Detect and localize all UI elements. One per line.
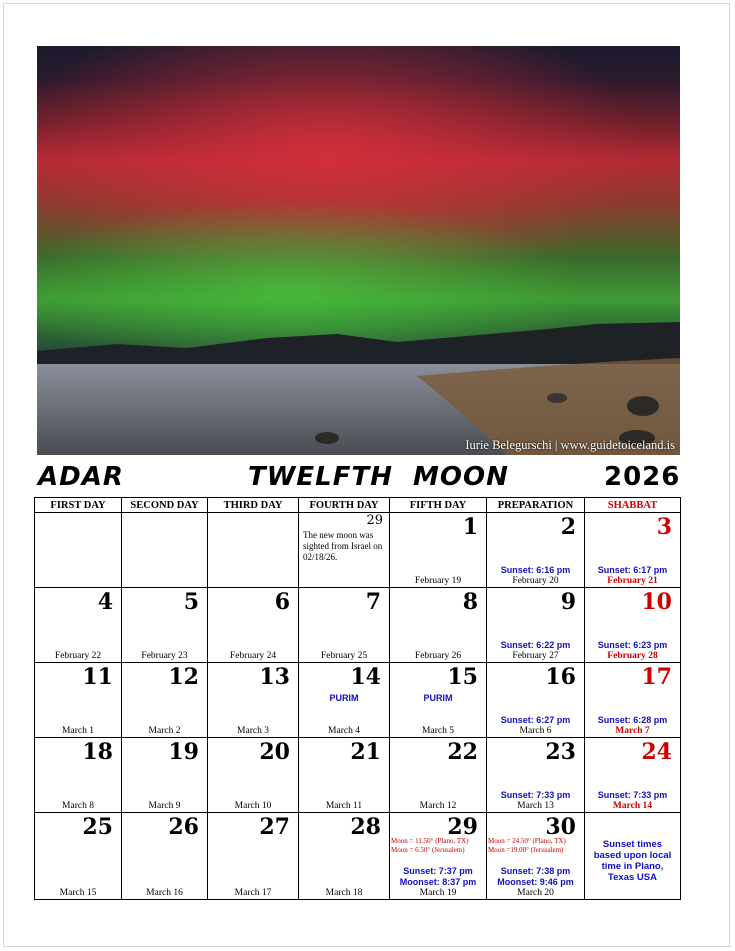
gregorian-date: March 20 <box>517 888 554 898</box>
day-number: 9 <box>560 589 576 615</box>
gregorian-date: March 6 <box>519 726 552 736</box>
day-number: 20 <box>259 739 290 765</box>
day-cell <box>487 738 585 813</box>
month-name: ADAR <box>38 462 124 492</box>
gregorian-date: February 26 <box>414 651 462 661</box>
day-cell <box>299 663 390 738</box>
day-cell <box>35 513 122 588</box>
day-number: 2 <box>560 514 576 540</box>
day-cell <box>299 738 390 813</box>
weekday-header: FOURTH DAY <box>299 498 390 513</box>
day-number: 24 <box>641 739 672 765</box>
moon-angle: Moon = 24.50° (Plano, TX) <box>488 837 566 845</box>
weekday-header: SECOND DAY <box>122 498 208 513</box>
gregorian-date: March 3 <box>237 726 269 736</box>
day-number: 30 <box>545 814 576 840</box>
moon-angle: Moon = 6.50° (Jerusalem) <box>391 846 465 854</box>
weekday-header: THIRD DAY <box>208 498 299 513</box>
day-number: 23 <box>545 739 576 765</box>
day-cell <box>390 738 487 813</box>
day-cell <box>208 813 299 900</box>
day-cell <box>122 513 208 588</box>
day-number: 26 <box>168 814 199 840</box>
day-number: 6 <box>274 589 290 615</box>
new-moon-note: The new moon was sighted from Israel on 02/18/26. <box>303 530 383 562</box>
day-number: 28 <box>350 814 381 840</box>
sunset-time: Sunset: 6:28 pm <box>597 715 668 725</box>
day-cell <box>122 738 208 813</box>
sunset-time: Sunset: 7:33 pm <box>500 790 571 800</box>
day-number: 8 <box>462 589 478 615</box>
gregorian-date: March 19 <box>419 888 457 898</box>
gregorian-date: March 5 <box>422 726 454 736</box>
calendar-grid <box>34 497 681 900</box>
gregorian-date: February 23 <box>141 651 188 661</box>
day-number: 21 <box>350 739 381 765</box>
gregorian-date: March 4 <box>328 726 360 736</box>
day-number: 29 <box>366 513 383 528</box>
day-cell <box>487 588 585 663</box>
gregorian-date: March 2 <box>148 726 181 736</box>
aurora-photo <box>37 46 680 455</box>
sunset-time: Sunset: 6:17 pm <box>597 565 668 575</box>
gregorian-date: February 25 <box>320 651 368 661</box>
day-cell <box>122 663 208 738</box>
aurora-landscape-graphic <box>37 46 680 455</box>
day-cell <box>487 513 585 588</box>
gregorian-date: March 14 <box>612 801 653 811</box>
gregorian-date: March 7 <box>615 726 650 736</box>
day-number: 15 <box>447 664 478 690</box>
gregorian-date: March 13 <box>517 801 554 811</box>
day-cell <box>487 663 585 738</box>
day-number: 29 <box>447 814 478 840</box>
moon-angle-block <box>391 837 485 855</box>
sunset-time: Sunset: 7:37 pm <box>403 866 473 876</box>
day-cell <box>299 588 390 663</box>
day-cell <box>585 663 681 738</box>
day-cell <box>208 738 299 813</box>
day-cell <box>299 513 390 588</box>
day-cell <box>390 513 487 588</box>
day-number: 7 <box>365 589 381 615</box>
gregorian-date: February 20 <box>512 576 559 586</box>
day-number: 5 <box>183 589 199 615</box>
day-cell <box>35 813 122 900</box>
day-cell <box>35 738 122 813</box>
gregorian-date: February 28 <box>607 651 658 661</box>
day-cell <box>585 813 681 900</box>
gregorian-date: March 12 <box>419 801 457 811</box>
gregorian-date: March 18 <box>325 888 363 898</box>
sunset-time: Sunset: 6:27 pm <box>500 715 571 725</box>
gregorian-date: March 16 <box>146 888 183 898</box>
day-number: 3 <box>656 514 672 540</box>
week-row <box>35 588 681 663</box>
day-cell <box>487 813 585 900</box>
photo-credit: Iurie Belegurschi | www.guidetoiceland.is <box>465 438 675 452</box>
week-row <box>35 663 681 738</box>
day-cell <box>35 663 122 738</box>
weekday-header: PREPARATION <box>487 498 585 513</box>
day-number: 18 <box>82 739 113 765</box>
moon-angle: Moon = 11.50° (Plano, TX) <box>391 837 469 845</box>
weekday-header-row <box>35 498 681 513</box>
weekday-header-shabbat: SHABBAT <box>585 498 681 513</box>
gregorian-date: February 21 <box>607 576 658 586</box>
gregorian-date: March 11 <box>325 801 363 811</box>
week-row <box>35 738 681 813</box>
day-number: 1 <box>462 514 478 540</box>
day-cell <box>390 588 487 663</box>
moonset-time: Moonset: 9:46 pm <box>497 877 574 887</box>
gregorian-date: February 24 <box>229 651 277 661</box>
weekday-header: FIFTH DAY <box>390 498 487 513</box>
day-cell <box>35 588 122 663</box>
day-number: 25 <box>82 814 113 840</box>
day-cell <box>208 513 299 588</box>
day-cell <box>585 738 681 813</box>
day-cell <box>208 588 299 663</box>
moon-angle: Moon =19.00° (Jerusalem) <box>488 846 564 854</box>
gregorian-date: February 19 <box>414 576 462 586</box>
gregorian-date: February 22 <box>54 651 102 661</box>
day-number: 13 <box>259 664 290 690</box>
day-number: 22 <box>447 739 478 765</box>
gregorian-date: March 1 <box>62 726 94 736</box>
sunset-time: Sunset: 7:38 pm <box>500 866 571 876</box>
gregorian-date: March 10 <box>234 801 272 811</box>
day-cell <box>390 813 487 900</box>
day-number: 27 <box>259 814 290 840</box>
day-number: 10 <box>641 589 672 615</box>
gregorian-date: March 15 <box>59 888 97 898</box>
day-number: 16 <box>545 664 576 690</box>
day-number: 14 <box>350 664 381 690</box>
day-number: 17 <box>641 664 672 690</box>
day-number: 19 <box>168 739 199 765</box>
moonset-time: Moonset: 8:37 pm <box>399 877 477 887</box>
day-cell <box>208 663 299 738</box>
year: 2026 <box>604 462 681 492</box>
holiday-label: PURIM <box>329 693 359 703</box>
day-number: 4 <box>97 589 113 615</box>
sunset-time: Sunset: 6:16 pm <box>500 565 571 575</box>
gregorian-date: March 8 <box>62 801 94 811</box>
sunset-time: Sunset: 6:23 pm <box>597 640 668 650</box>
gregorian-date: February 27 <box>512 651 559 661</box>
gregorian-date: March 9 <box>148 801 181 811</box>
day-cell <box>585 513 681 588</box>
day-cell <box>585 588 681 663</box>
day-cell <box>122 588 208 663</box>
day-number: 11 <box>82 664 113 690</box>
day-number: 12 <box>168 664 199 690</box>
timezone-note: Sunset times based upon local time in Plano, Texas USA <box>593 839 672 883</box>
gregorian-date: March 17 <box>234 888 272 898</box>
week-row <box>35 513 681 588</box>
sunset-time: Sunset: 7:33 pm <box>597 790 668 800</box>
day-cell <box>299 813 390 900</box>
day-cell <box>390 663 487 738</box>
week-row <box>35 813 681 900</box>
weekday-header: FIRST DAY <box>35 498 122 513</box>
sunset-time: Sunset: 6:22 pm <box>500 640 571 650</box>
day-cell <box>122 813 208 900</box>
moon-angle-block <box>488 837 583 855</box>
calendar-title: TWELFTH MOON <box>248 462 509 492</box>
holiday-label: PURIM <box>423 693 453 703</box>
